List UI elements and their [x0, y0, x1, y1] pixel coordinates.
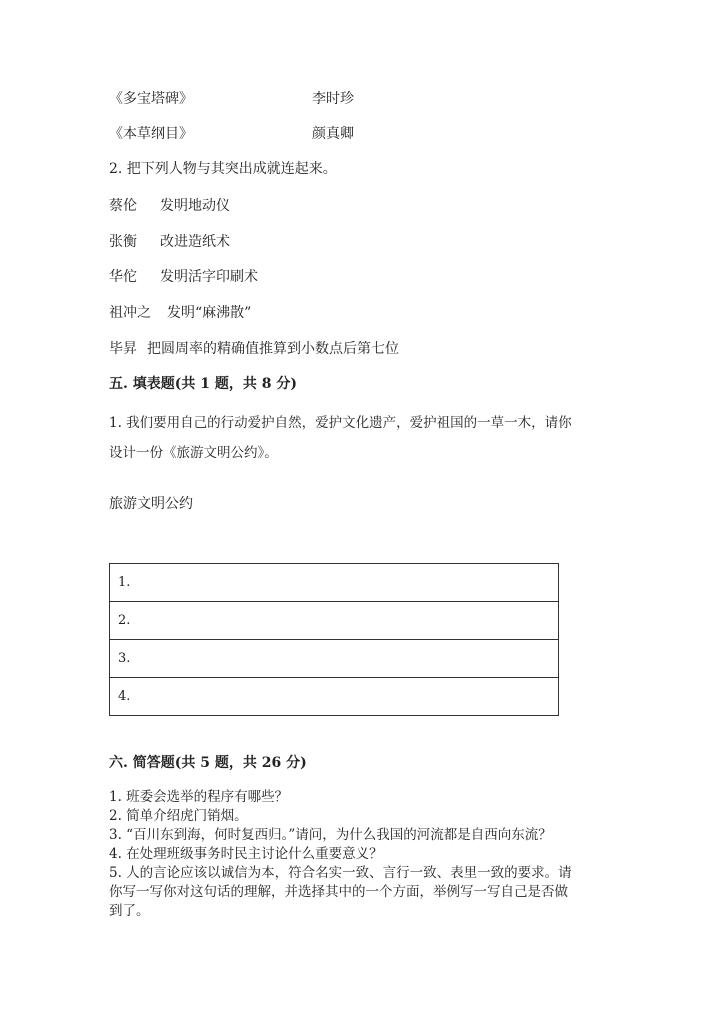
achievement-text: 发明“麻沸散”	[167, 305, 252, 321]
match-right-item: 颜真卿	[312, 126, 354, 142]
list-item: 到了。	[109, 903, 150, 919]
achievement-text: 发明地动仪	[160, 198, 230, 214]
match-left-item: 《本草纲目》	[109, 126, 193, 142]
person-name: 毕昇	[109, 341, 137, 357]
achievement-text: 改进造纸术	[160, 234, 230, 250]
person-name: 祖冲之	[109, 305, 151, 321]
list-item: 2. 简单介绍虎门销烟。	[109, 808, 248, 824]
table-row[interactable]: 2.	[110, 602, 559, 640]
person-name: 华佗	[109, 269, 137, 285]
list-item: 4. 在处理班级事务时民主讨论什么重要意义？	[109, 846, 383, 862]
list-item: 1. 班委会选举的程序有哪些？	[109, 789, 289, 805]
section-6-heading: 六. 简答题(共 5 题，共 26 分)	[109, 755, 307, 771]
table-row[interactable]: 1.	[110, 564, 559, 602]
table-title: 旅游文明公约	[109, 496, 193, 512]
list-item: 你写一写你对这句话的理解，并选择其中的一个方面，举例写一写自己是否做	[109, 884, 568, 900]
achievement-text: 发明活字印刷术	[160, 269, 258, 285]
match-left-item: 《多宝塔碑》	[109, 91, 193, 107]
convention-table	[109, 563, 559, 716]
section-5-heading: 五. 填表题(共 1 题，共 8 分)	[109, 376, 297, 392]
short-answer-list	[109, 788, 609, 921]
achievement-text: 把圆周率的精确值推算到小数点后第七位	[147, 341, 399, 357]
person-name: 蔡伦	[109, 198, 137, 214]
table-row[interactable]: 3.	[110, 640, 559, 678]
list-item: 5. 人的言论应该以诚信为本，符合名实一致、言行一致、表里一致的要求。请	[109, 865, 572, 881]
section-5-question-line: 1. 我们要用自己的行动爱护自然，爱护文化遗产，爱护祖国的一草一木，请你	[109, 415, 572, 431]
question-2-prompt: 2. 把下列人物与其突出成就连起来。	[109, 161, 337, 177]
section-5-question-line: 设计一份《旅游文明公约》。	[109, 445, 278, 461]
table-row[interactable]: 4.	[110, 678, 559, 716]
list-item: 3. “百川东到海，何时复西归。”请问，为什么我国的河流都是自西向东流？	[109, 827, 552, 843]
person-name: 张衡	[109, 234, 137, 250]
match-right-item: 李时珍	[312, 91, 354, 107]
